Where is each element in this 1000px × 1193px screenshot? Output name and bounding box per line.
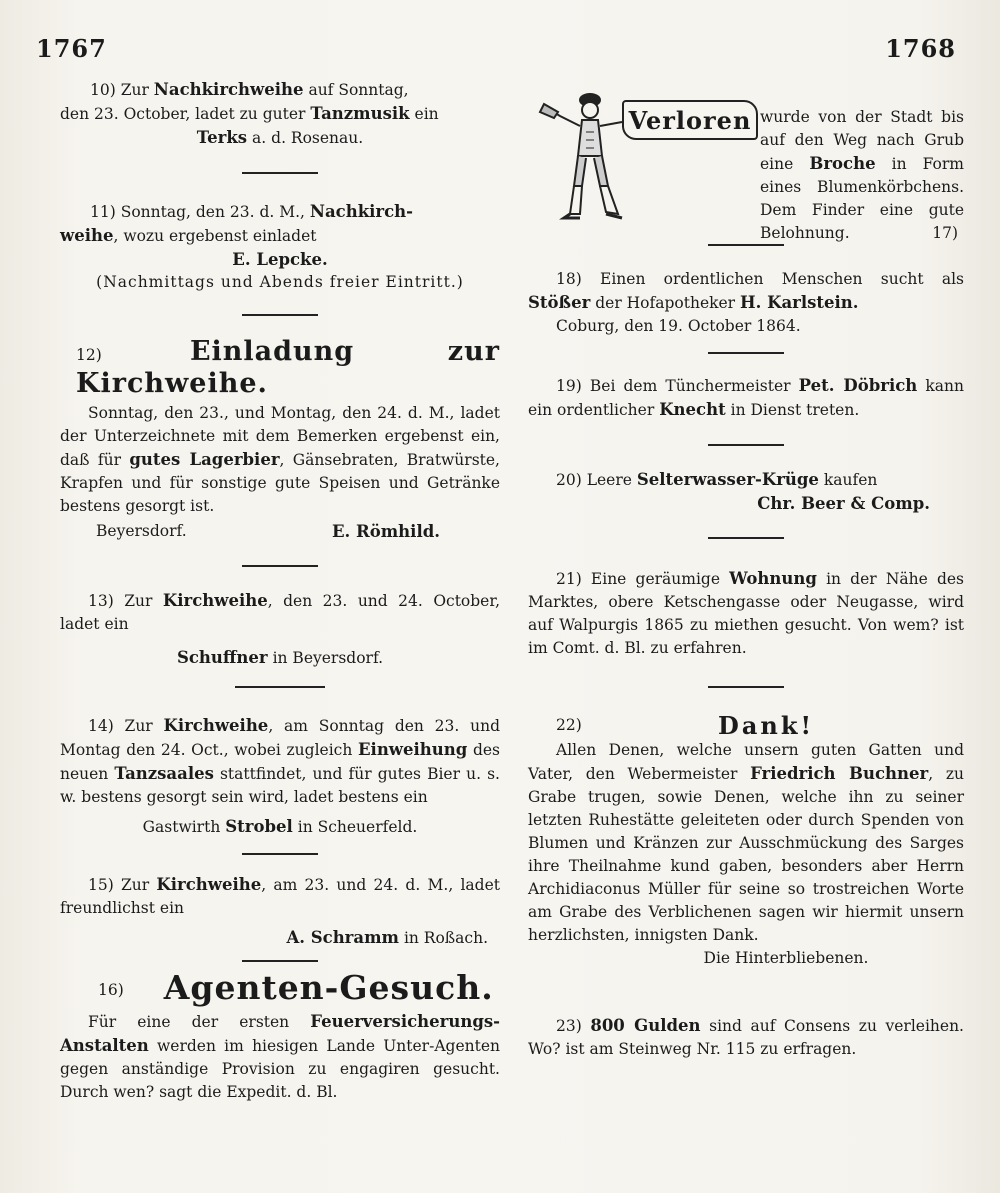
ad-10-bold: Tanzmusik [310,104,410,123]
ad-17 [528,86,964,242]
separator [242,853,318,855]
ad-10 [60,78,500,150]
separator [242,172,318,174]
ad-16-bold: Feuerversicherungs-Anstalten [60,1012,500,1055]
ad-18-bold: Stößer [528,293,591,312]
ad-17-body: in Form eines Blumenkörbchens. Dem Finder eine gute Belohnung. [760,155,964,242]
separator [235,686,325,688]
ad-12-text: Sonntag, den 23., und Montag, den 24. d. M., ladet der Unterzeichnete mit dem Bemerken ergebenst ein, daß für [60,404,500,469]
ad-20-text: kaufen [823,471,878,489]
ad-16-headline: Agenten-Gesuch. [163,968,494,1007]
ad-23 [528,1014,964,1061]
ad-23-bold: 800 Gulden [590,1016,701,1035]
ad-20-text: 20) Leere [556,471,632,489]
ad-17-bold: Broche [809,154,876,173]
ad-11-signature: E. Lepcke. [232,250,328,269]
ad-22-bold: Friedrich Buchner [750,764,929,783]
separator [708,444,784,446]
ad-12-place: Beyersdorf. [96,522,187,540]
ad-15-text: in Roßach. [403,929,488,947]
ad-13-text: in Beyersdorf. [272,649,384,667]
ad-17-banner: Verloren [622,100,758,140]
ad-22 [528,711,964,970]
ad-10-signature: Terks [196,128,248,147]
ad-14-signature: Strobel [225,817,293,836]
ad-17-body: wurde von der Stadt bis auf den Weg nach Grub eine [760,108,964,173]
ad-17-text [648,106,964,245]
ad-11 [60,200,500,294]
ad-19-bold: Knecht [659,400,726,419]
ad-22-text: Allen Denen, welche unsern guten Gatten und Vater, den Webermeister [528,741,964,783]
ad-14-bold: Kirchweihe [163,716,269,735]
ad-19-text: 19) Bei dem Tünchermeister [556,377,791,395]
ad-12 [60,336,500,543]
ad-18-date: Coburg, den 19. October 1864. [556,317,801,335]
ad-15-signature: A. Schramm [286,928,399,947]
separator [708,686,784,688]
ad-22-headline: Dank! [718,711,814,740]
ad-20-signature: Chr. Beer & Comp. [757,494,930,513]
ad-15-text: 15) Zur [88,876,150,894]
ad-13-text: , den 23. und 24. October, ladet ein [60,592,500,633]
ad-15-bold: Kirchweihe [156,875,262,894]
ad-10-bold: Nachkirchweihe [153,80,304,99]
ad-20 [528,468,964,515]
ad-14-bold: Tanzsaales [114,764,214,783]
ad-21-text: in der Nähe des Marktes, obere Ketschengasse oder Neugasse, wird auf Walpurgis 1865 zu miethen gesucht. Von wem? ist im Comt. d. Bl. zu erfahren. [528,570,964,657]
right-column [528,86,964,1061]
ad-21-text: 21) Eine geräumige [556,570,720,588]
ad-14-text: stattfindet, und für gutes Bier u. s. w. bestens gesorgt sein wird, ladet bestens ein [60,765,500,806]
ad-14-text: 14) Zur [88,717,153,735]
ad-10-text: 10) Zur [90,81,149,99]
ad-23-text: 23) [556,1017,582,1035]
ad-18 [528,268,964,338]
ad-13-bold: Kirchweihe [162,591,268,610]
page-number-left: 1767 [36,34,107,63]
ad-21-bold: Wohnung [729,569,817,588]
ad-19-bold: Pet. Döbrich [798,376,918,395]
ad-16-number: 16) [98,981,124,999]
ad-11-bold: weihe [60,226,114,245]
left-column [60,78,500,1104]
ad-18-text: der Hofapotheker [595,294,736,312]
ad-17-number: 17) [932,224,958,242]
ad-14-bold: Einweihung [357,740,468,759]
separator [708,537,784,539]
ad-21 [528,567,964,660]
separator [242,314,318,316]
ad-14-text: Gastwirth [142,818,221,836]
ad-16 [60,968,500,1104]
ad-11-text: , wozu ergebenst einladet [113,227,317,245]
ad-14-text: des neuen [60,741,500,783]
ad-19 [528,374,964,422]
ad-10-text: ein [414,105,439,123]
ad-16-text: werden im hiesigen Lande Unter-Agenten gegen anständige Provision zu engagiren gesucht. Durch wen? sagt die Expedit. d. Bl. [60,1037,500,1101]
ad-11-bold: Nachkirch- [309,202,413,221]
page-number-right: 1768 [885,34,956,63]
ad-16-text: Für eine der ersten [88,1013,290,1031]
ad-11-text: 11) Sonntag, den 23. d. M., [90,203,305,221]
ad-20-bold: Selterwasser-Krüge [636,470,819,489]
ad-14-text: in Scheuerfeld. [297,818,418,836]
ad-10-text: auf Sonntag, [308,81,409,99]
ad-13 [60,589,500,670]
ad-14-text: , am Sonntag den 23. und Montag den 24. Oct., wobei zugleich [60,717,500,759]
ad-22-number: 22) [556,716,582,734]
ad-13-text: 13) Zur [88,592,153,610]
separator [708,352,784,354]
ad-19-text: in Dienst treten. [730,401,860,419]
ad-15-text: , am 23. und 24. d. M., ladet freundlichst ein [60,876,500,917]
ad-19-text: kann ein ordentlicher [528,377,964,419]
ad-12-bold: gutes Lagerbier [129,450,280,469]
ad-11-note: (Nachmittags und Abends freier Eintritt.) [96,273,464,291]
ad-13-signature: Schuffner [176,648,268,667]
ad-12-signature: E. Römhild. [331,522,440,541]
ad-22-signature: Die Hinterbliebenen. [703,949,869,967]
ad-15 [60,873,500,950]
ad-14 [60,714,500,839]
ad-18-text: 18) Einen ordentlichen Menschen sucht als [556,270,964,288]
ad-23-text: sind auf Consens zu verleihen. Wo? ist am Steinweg Nr. 115 zu erfragen. [528,1017,964,1058]
separator [242,565,318,567]
separator [242,960,318,962]
ad-12-number: 12) [76,346,102,364]
ad-10-text: den 23. October, ladet zu guter [60,105,306,123]
ad-10-text: a. d. Rosenau. [252,129,364,147]
ad-12-text: , Gänsebraten, Bratwürste, Krapfen und für sonstige gute Speisen und Getränke bestens gesorgt ist. [60,451,500,515]
ad-22-text: , zu Grabe trugen, sowie Denen, welche ihn zu seiner letzten Ruhestätte geleiteten oder durch Spenden von Blumen und Kränzen zur Ausschmückung des Sarges ihre Theilnahme kund gaben, besonders aber Herrn Archidiaconus Müller für seine so trostreichen Worte am Grabe des Verblichenen sagen wir hiermit unsern herzlichsten, innigsten Dank. [528,765,964,944]
ad-18-bold: H. Karlstein. [740,293,859,312]
ad-12-headline: Einladung zur Kirchweihe. [76,336,500,399]
